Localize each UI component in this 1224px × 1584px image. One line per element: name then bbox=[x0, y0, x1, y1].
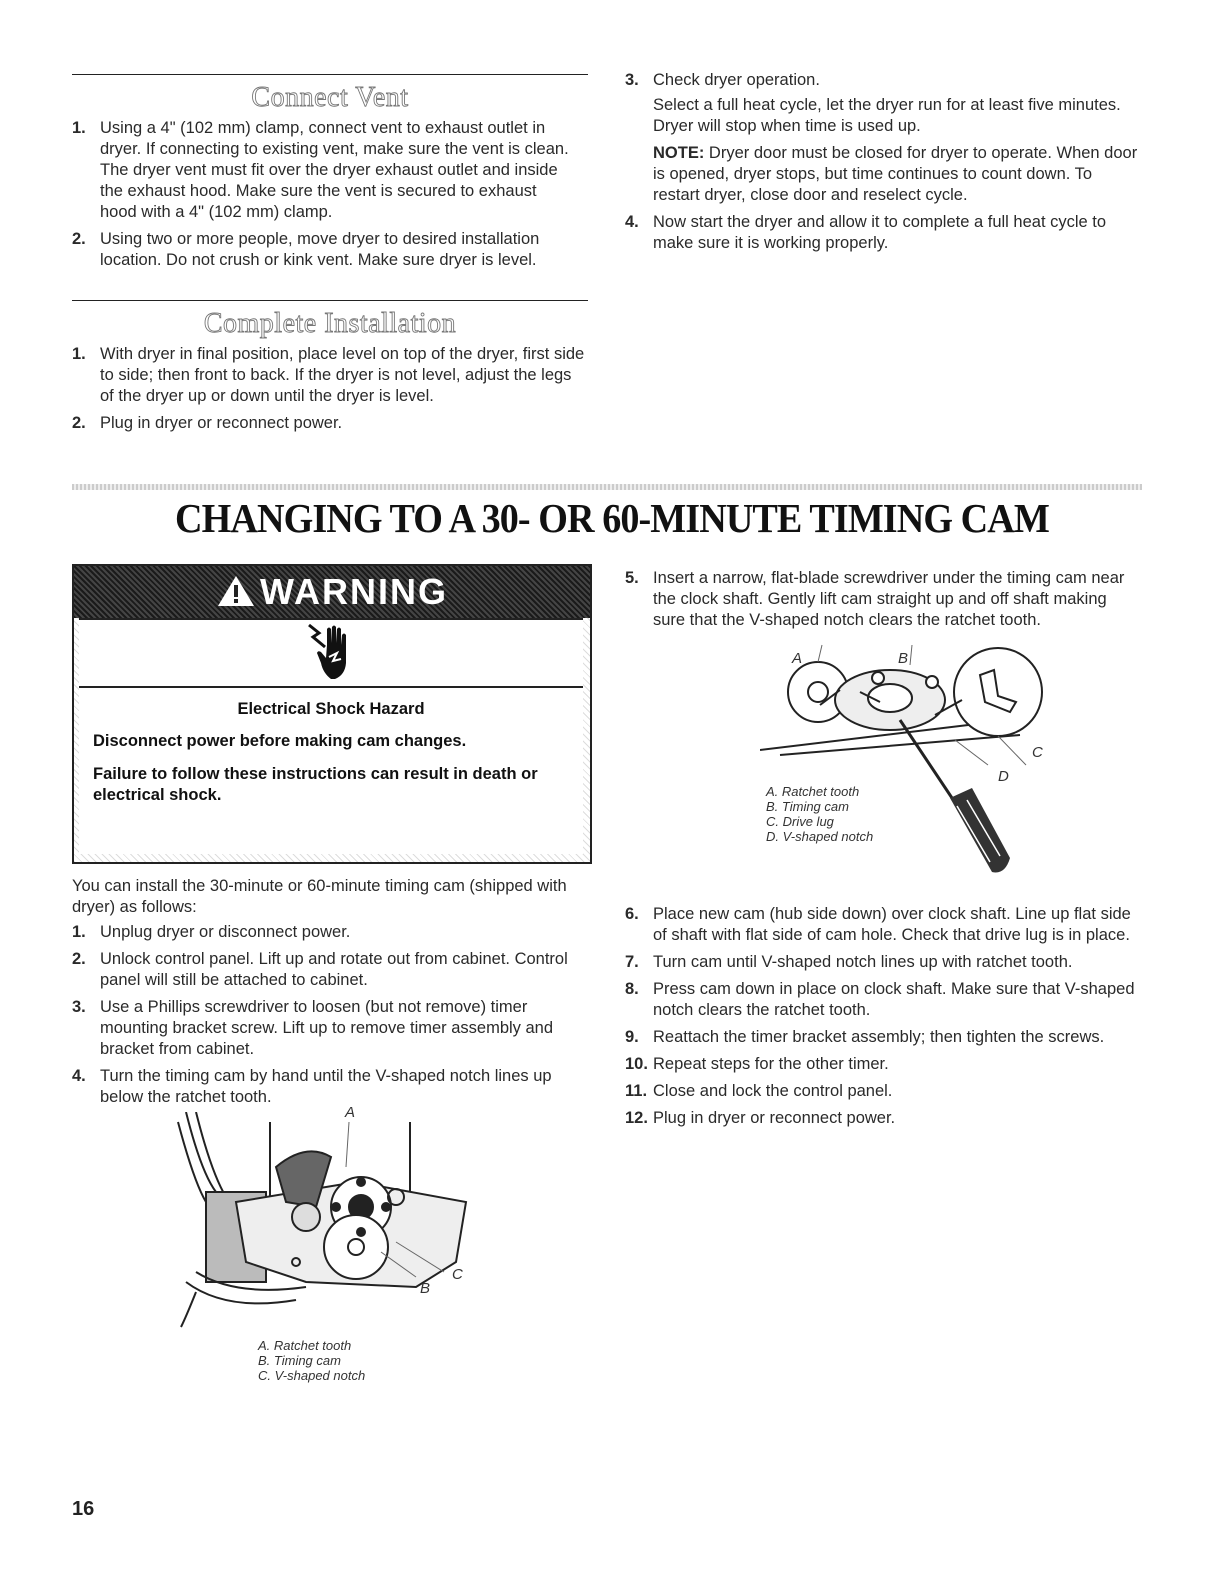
warning-line-1: Disconnect power before making cam changes. bbox=[93, 732, 467, 750]
warning-triangle-icon bbox=[216, 574, 256, 608]
connect-vent-rule bbox=[72, 74, 588, 75]
fig2-label-c: C bbox=[1032, 744, 1043, 761]
note: NOTE: Dryer door must be closed for dryer to operate. When door is opened, dryer stops, but time continues to count down. To restart dryer, close door and reselect cycle. bbox=[653, 144, 1138, 204]
list-item: 7. Turn cam until V-shaped notch lines up with ratchet tooth. bbox=[625, 953, 1073, 971]
cam-steps-right bbox=[625, 904, 1140, 1135]
cam-steps-left bbox=[72, 922, 588, 1114]
fig1-label-c: C bbox=[452, 1266, 463, 1283]
list-item: 2. Plug in dryer or reconnect power. bbox=[72, 414, 343, 432]
fig2-label-d: D bbox=[998, 768, 1009, 785]
hazard-title: Electrical Shock Hazard bbox=[237, 700, 425, 718]
step3-detail: Select a full heat cycle, let the dryer run for at least five minutes. Dryer will stop when time is used up. bbox=[653, 96, 1121, 135]
list-item: 4. Turn the timing cam by hand until the V-shaped notch lines up below the ratchet tooth. bbox=[72, 1067, 552, 1106]
list-item: 3. Check dryer operation. Select a full heat cycle, let the dryer run for at least five minutes. Dryer will stop when time is used up. NOTE: Dryer door must be closed for dryer to operate. When door is opened, dryer stops, but time continues to count down. To restart dryer, close door and reselect cycle. bbox=[625, 70, 1140, 206]
list-item: 3. Use a Phillips screwdriver to loosen (but not remove) timer mounting bracket screw. Lift up to remove timer assembly and bracket from cabinet. bbox=[72, 998, 554, 1058]
list-item: 12. Plug in dryer or reconnect power. bbox=[625, 1109, 896, 1127]
warning-text-area bbox=[79, 686, 583, 854]
cam-step-5 bbox=[625, 568, 1140, 637]
list-item: 1. Using a 4" (102 mm) clamp, connect vent to exhaust outlet in dryer. If connecting to existing vent, make sure the vent is clean. The dryer vent must fit over the dryer exhaust outlet and inside the exhaust hood. Make sure the vent is secured to exhaust hood with a 4" (102 mm) clamp. bbox=[72, 119, 569, 221]
timer-assembly-illustration bbox=[176, 1112, 476, 1332]
list-item: 1. Unplug dryer or disconnect power. bbox=[72, 923, 351, 941]
warning-line-2: Failure to follow these instructions can result in death or electrical shock. bbox=[93, 765, 538, 804]
list-item: 5. Insert a narrow, flat-blade screwdriver under the timing cam near the clock shaft. Gently lift cam straight up and off shaft making sure that the V-shaped notch clears the ratchet tooth. bbox=[625, 569, 1125, 629]
warning-box bbox=[72, 564, 592, 864]
fig1-caption: A. Ratchet tooth B. Timing cam C. V-shaped notch bbox=[258, 1338, 366, 1383]
fig2-label-a: A bbox=[792, 650, 803, 667]
electric-shock-hand-icon bbox=[301, 623, 371, 683]
list-item: 8. Press cam down in place on clock shaft. Make sure that V-shaped notch clears the ratchet tooth. bbox=[625, 980, 1135, 1019]
fig1-label-b: B bbox=[420, 1280, 431, 1297]
list-item: 4. Now start the dryer and allow it to complete a full heat cycle to make sure it is working properly. bbox=[625, 213, 1107, 252]
complete-installation-steps bbox=[72, 344, 588, 440]
list-item: 9. Reattach the timer bracket assembly; then tighten the screws. bbox=[625, 1028, 1105, 1046]
list-item: 2. Unlock control panel. Lift up and rotate out from cabinet. Control panel will still be attached to cabinet. bbox=[72, 950, 568, 989]
list-item: 10. Repeat steps for the other timer. bbox=[625, 1055, 889, 1073]
fig1-label-a: A bbox=[345, 1104, 356, 1121]
fig2-caption: A. Ratchet tooth B. Timing cam C. Drive lug D. V-shaped notch bbox=[766, 784, 874, 844]
list-item: 1. With dryer in final position, place level on top of the dryer, first side to side; then front to back. If the dryer is not level, adjust the legs of the dryer up or down until the dryer is level. bbox=[72, 345, 585, 405]
cam-screwdriver-illustration bbox=[760, 640, 1060, 885]
title-band bbox=[72, 484, 1142, 490]
warning-header: WARNING bbox=[74, 566, 590, 618]
connect-vent-steps bbox=[72, 118, 572, 277]
page-number: 16 bbox=[72, 1498, 95, 1520]
list-item: 2. Using two or more people, move dryer to desired installation location. Do not crush or kink vent. Make sure dryer is level. bbox=[72, 230, 540, 269]
fig2-label-b: B bbox=[898, 650, 909, 667]
intro-text: You can install the 30-minute or 60-minute timing cam (shipped with dryer) as follows: bbox=[72, 877, 567, 916]
complete-installation-heading: Complete Installation bbox=[203, 308, 457, 339]
page-title: CHANGING TO A 30- OR 60-MINUTE TIMING CAM bbox=[175, 495, 1049, 541]
connect-vent-heading: Connect Vent bbox=[251, 82, 409, 113]
complete-installation-rule bbox=[72, 300, 588, 301]
list-item: 11. Close and lock the control panel. bbox=[625, 1082, 893, 1100]
list-item: 6. Place new cam (hub side down) over clock shaft. Line up flat side of shaft with flat side of cam hole. Check that drive lug is in place. bbox=[625, 905, 1131, 944]
warning-icon-area bbox=[79, 618, 583, 686]
check-operation-steps bbox=[625, 70, 1140, 260]
